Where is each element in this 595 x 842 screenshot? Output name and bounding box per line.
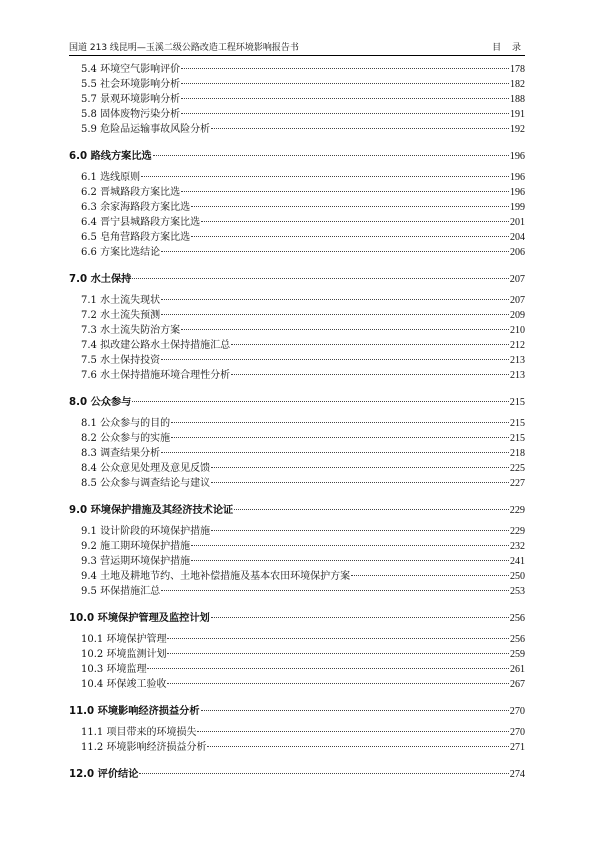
toc-section-entry[interactable] <box>81 231 525 245</box>
toc-entry-page: 188 <box>510 94 525 105</box>
toc-entry-page: 215 <box>510 433 525 444</box>
toc-chapter-entry[interactable] <box>69 768 525 782</box>
toc-entry-label: 6.5 皂角营路段方案比选 <box>81 232 191 243</box>
dot-leader <box>211 617 509 618</box>
toc-entry-label: 9.1 设计阶段的环境保护措施 <box>81 526 211 537</box>
toc-section-entry[interactable] <box>81 354 525 368</box>
toc-section-entry[interactable] <box>81 726 525 740</box>
dot-leader <box>161 314 509 315</box>
toc-section-entry[interactable] <box>81 417 525 431</box>
toc-entry-page: 225 <box>510 463 525 474</box>
toc-entry-label: 10.4 环保竣工验收 <box>81 679 167 690</box>
toc-entry-page: 196 <box>510 187 525 198</box>
toc-entry-page: 261 <box>510 664 525 675</box>
toc-section-entry[interactable] <box>81 123 525 137</box>
toc-entry-page: 229 <box>510 526 525 537</box>
toc-entry-page: 178 <box>510 64 525 75</box>
toc-entry-label: 7.2 水土流失预测 <box>81 310 161 321</box>
toc-section-entry[interactable] <box>81 525 525 539</box>
toc-entry-page: 215 <box>510 418 525 429</box>
dot-leader <box>231 374 509 375</box>
toc-entry-label: 6.2 晋城路段方案比选 <box>81 187 181 198</box>
toc-entry-label: 8.4 公众意见处理及意见反馈 <box>81 463 211 474</box>
dot-leader <box>167 638 509 639</box>
toc-section-entry[interactable] <box>81 462 525 476</box>
toc-entry-label: 7.0 水土保持 <box>69 274 132 285</box>
toc-chapter-entry[interactable] <box>69 273 525 287</box>
toc-entry-label: 9.4 土地及耕地节约、土地补偿措施及基本农田环境保护方案 <box>81 571 351 582</box>
toc-entry-page: 218 <box>510 448 525 459</box>
toc-entry-label: 10.0 环境保护管理及监控计划 <box>69 613 210 624</box>
dot-leader <box>351 575 509 576</box>
toc-entry-label: 7.4 拟改建公路水土保持措施汇总 <box>81 340 231 351</box>
toc-entry-label: 10.1 环境保护管理 <box>81 634 167 645</box>
dot-leader <box>201 221 509 222</box>
header-rule <box>69 55 525 56</box>
toc-section-entry[interactable] <box>81 93 525 107</box>
toc-entry-page: 204 <box>510 232 525 243</box>
dot-leader <box>161 590 509 591</box>
toc-chapter-entry[interactable] <box>69 396 525 410</box>
toc-entry-page: 196 <box>510 172 525 183</box>
dot-leader <box>153 155 509 156</box>
document-title: 国道 213 线昆明—玉溪二级公路改造工程环境影响报告书 <box>69 43 299 53</box>
toc-section-entry[interactable] <box>81 477 525 491</box>
toc-entry-label: 11.2 环境影响经济损益分析 <box>81 742 207 753</box>
dot-leader <box>191 545 509 546</box>
toc-entry-page: 241 <box>510 556 525 567</box>
toc-entry-label: 11.1 项目带来的环境损失 <box>81 727 197 738</box>
toc-entry-page: 227 <box>510 478 525 489</box>
toc-section-entry[interactable] <box>81 432 525 446</box>
running-header <box>69 40 525 54</box>
dot-leader <box>191 206 509 207</box>
toc-entry-page: 232 <box>510 541 525 552</box>
toc-entry-label: 9.3 营运期环境保护措施 <box>81 556 191 567</box>
toc-chapter-entry[interactable] <box>69 705 525 719</box>
toc-chapter-entry[interactable] <box>69 612 525 626</box>
toc-section-entry[interactable] <box>81 663 525 677</box>
toc-section-entry[interactable] <box>81 633 525 647</box>
dot-leader <box>161 299 509 300</box>
toc-entry-label: 6.3 余家海路段方案比选 <box>81 202 191 213</box>
toc-section-entry[interactable] <box>81 540 525 554</box>
toc-entry-page: 206 <box>510 247 525 258</box>
toc-section-entry[interactable] <box>81 186 525 200</box>
dot-leader <box>181 191 509 192</box>
toc-entry-label: 5.7 景观环境影响分析 <box>81 94 181 105</box>
toc-entry-label: 8.5 公众参与调查结论与建议 <box>81 478 211 489</box>
toc-section-entry[interactable] <box>81 585 525 599</box>
toc-entry-label: 8.0 公众参与 <box>69 397 132 408</box>
toc-entry-label: 12.0 评价结论 <box>69 769 139 780</box>
dot-leader <box>191 236 509 237</box>
dot-leader <box>171 422 509 423</box>
toc-entry-label: 10.2 环境监测计划 <box>81 649 167 660</box>
toc-section-entry[interactable] <box>81 447 525 461</box>
toc-chapter-entry[interactable] <box>69 150 525 164</box>
toc-entry-page: 182 <box>510 79 525 90</box>
toc-entry-page: 207 <box>509 274 525 285</box>
dot-leader <box>161 452 509 453</box>
dot-leader <box>161 359 509 360</box>
toc-section-entry[interactable] <box>81 324 525 338</box>
dot-leader <box>211 530 509 531</box>
dot-leader <box>171 437 509 438</box>
toc-entry-page: 199 <box>510 202 525 213</box>
toc-entry-label: 7.1 水土流失现状 <box>81 295 161 306</box>
toc-section-entry[interactable] <box>81 555 525 569</box>
dot-leader <box>211 467 509 468</box>
toc-entry-page: 212 <box>510 340 525 351</box>
dot-leader <box>132 278 508 279</box>
toc-entry-label: 5.8 固体废物污染分析 <box>81 109 181 120</box>
dot-leader <box>211 128 509 129</box>
toc-entry-label: 5.5 社会环境影响分析 <box>81 79 181 90</box>
dot-leader <box>181 98 509 99</box>
dot-leader <box>181 329 509 330</box>
toc-entry-label: 9.2 施工期环境保护措施 <box>81 541 191 552</box>
toc-section-entry[interactable] <box>81 108 525 122</box>
toc-entry-page: 207 <box>510 295 525 306</box>
dot-leader <box>191 560 509 561</box>
toc-entry-page: 274 <box>509 769 525 780</box>
toc-section-entry[interactable] <box>81 309 525 323</box>
toc-entry-label: 9.0 环境保护措施及其经济技术论证 <box>69 505 234 516</box>
toc-entry-label: 5.9 危险品运输事故风险分析 <box>81 124 211 135</box>
toc-entry-page: 270 <box>509 706 525 717</box>
toc-entry-page: 256 <box>510 634 525 645</box>
toc-section-entry[interactable] <box>81 648 525 662</box>
toc-entry-page: 191 <box>510 109 525 120</box>
dot-leader <box>141 176 509 177</box>
toc-section-entry[interactable] <box>81 201 525 215</box>
toc-entry-page: 271 <box>510 742 525 753</box>
toc-section-entry[interactable] <box>81 369 525 383</box>
toc-entry-label: 7.5 水土保持投资 <box>81 355 161 366</box>
toc-entry-label: 10.3 环境监理 <box>81 664 147 675</box>
toc-entry-label: 8.1 公众参与的目的 <box>81 418 171 429</box>
toc-section-entry[interactable] <box>81 171 525 185</box>
toc-entry-page: 253 <box>510 586 525 597</box>
toc-entry-label: 6.1 选线原则 <box>81 172 141 183</box>
dot-leader <box>161 251 509 252</box>
toc-section-entry[interactable] <box>81 63 525 77</box>
toc-section-entry[interactable] <box>81 678 525 692</box>
toc-entry-label: 7.3 水土流失防治方案 <box>81 325 181 336</box>
toc-entry-page: 250 <box>510 571 525 582</box>
toc-entry-label: 8.2 公众参与的实施 <box>81 433 171 444</box>
dot-leader <box>201 710 509 711</box>
dot-leader <box>132 401 508 402</box>
toc-entry-page: 259 <box>510 649 525 660</box>
dot-leader <box>181 68 509 69</box>
dot-leader <box>181 113 509 114</box>
toc-entry-page: 267 <box>510 679 525 690</box>
toc-entry-label: 9.5 环保措施汇总 <box>81 586 161 597</box>
toc-entry-page: 213 <box>510 370 525 381</box>
dot-leader <box>167 653 509 654</box>
toc-entry-label: 7.6 水土保持措施环境合理性分析 <box>81 370 231 381</box>
toc-entry-page: 209 <box>510 310 525 321</box>
toc-section-entry[interactable] <box>81 246 525 260</box>
dot-leader <box>231 344 509 345</box>
toc-entry-page: 229 <box>509 505 525 516</box>
dot-leader <box>211 482 509 483</box>
toc-entry-page: 256 <box>509 613 525 624</box>
toc-section-entry[interactable] <box>81 339 525 353</box>
toc-entry-label: 6.4 晋宁县城路段方案比选 <box>81 217 201 228</box>
toc-entry-label: 8.3 调查结果分析 <box>81 448 161 459</box>
dot-leader <box>197 731 509 732</box>
toc-section-entry[interactable] <box>81 78 525 92</box>
toc-entry-label: 5.4 环境空气影响评价 <box>81 64 181 75</box>
dot-leader <box>181 83 509 84</box>
toc-entry-page: 192 <box>510 124 525 135</box>
toc-entry-label: 6.6 方案比选结论 <box>81 247 161 258</box>
toc-section-entry[interactable] <box>81 294 525 308</box>
dot-leader <box>139 773 508 774</box>
toc-chapter-entry[interactable] <box>69 504 525 518</box>
toc-section-entry[interactable] <box>81 741 525 755</box>
toc-section-entry[interactable] <box>81 570 525 584</box>
toc-entry-page: 213 <box>510 355 525 366</box>
dot-leader <box>167 683 509 684</box>
toc-entry-label: 6.0 路线方案比选 <box>69 151 152 162</box>
toc-section-entry[interactable] <box>81 216 525 230</box>
toc-entry-page: 210 <box>510 325 525 336</box>
toc-entry-page: 215 <box>509 397 525 408</box>
dot-leader <box>234 509 509 510</box>
dot-leader <box>147 668 509 669</box>
toc-entry-page: 196 <box>509 151 525 162</box>
section-label: 目 录 <box>492 43 525 53</box>
toc-entry-page: 201 <box>510 217 525 228</box>
toc-entry-page: 270 <box>510 727 525 738</box>
dot-leader <box>207 746 509 747</box>
toc-entry-label: 11.0 环境影响经济损益分析 <box>69 706 200 717</box>
